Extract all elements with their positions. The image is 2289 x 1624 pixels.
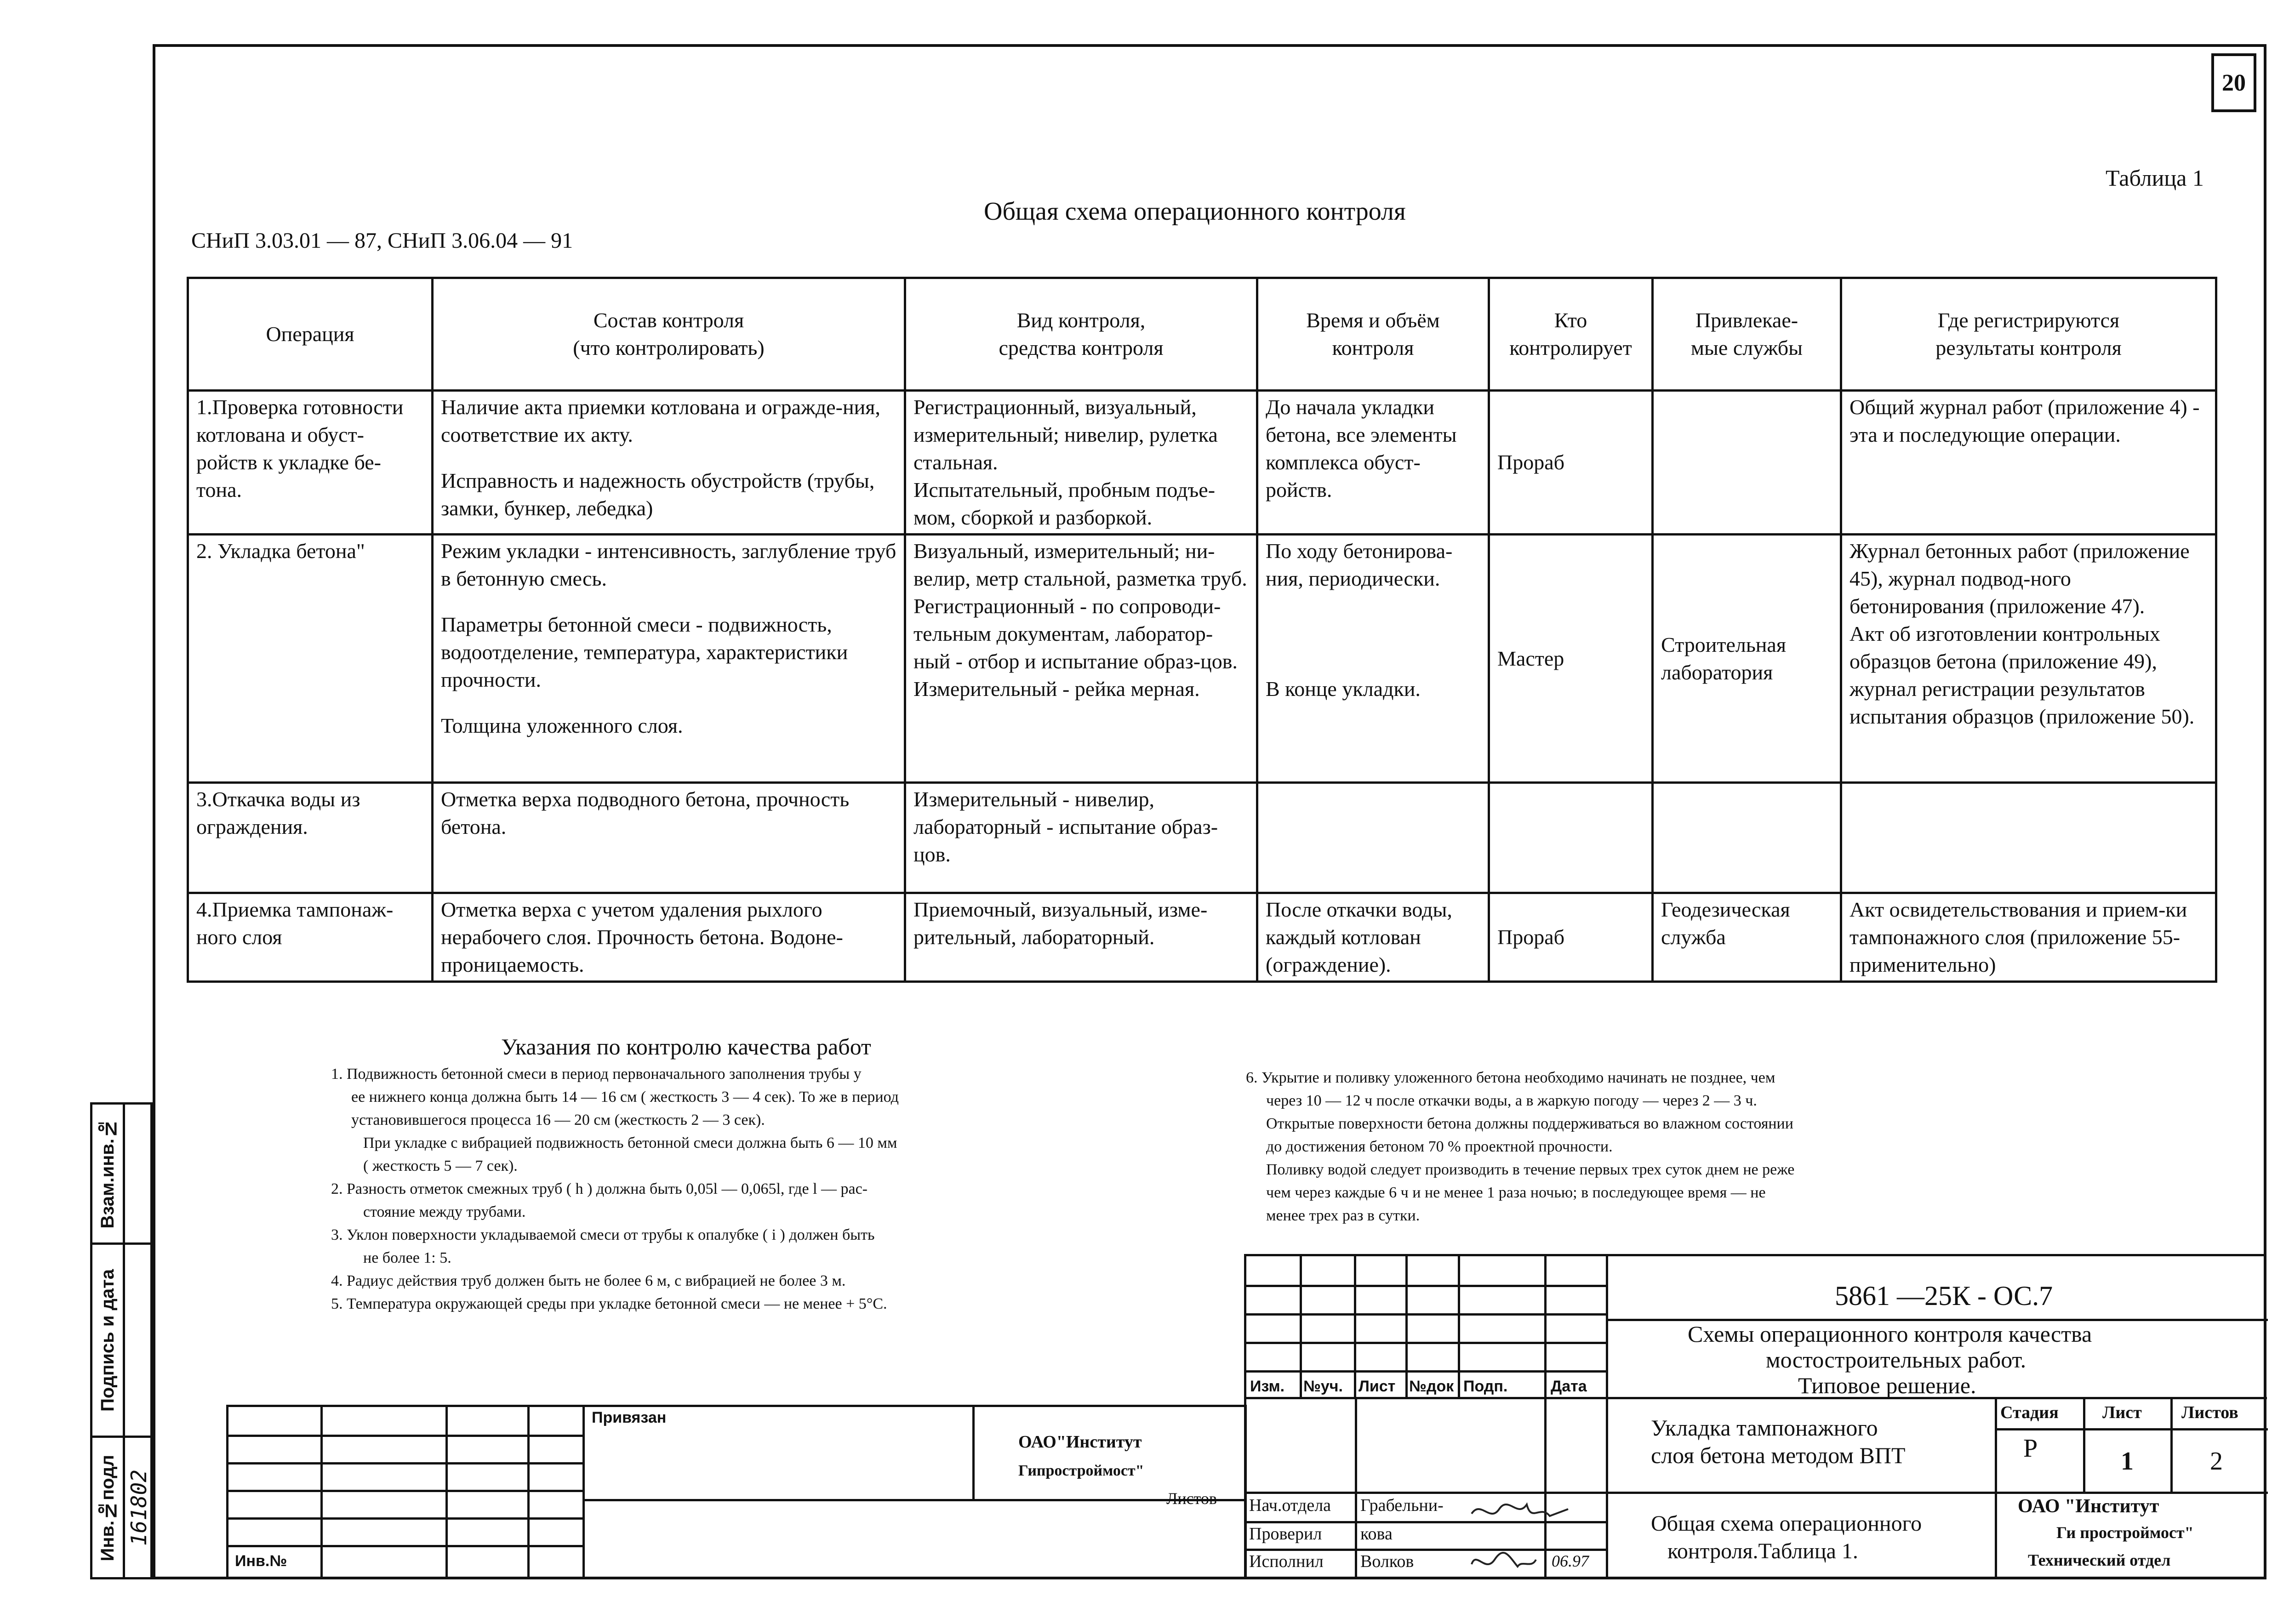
cell-operation: 1.Проверка готовности котлована и обуст-ройств к укладке бе-тона. (188, 391, 433, 535)
sheet-number: 20 (2211, 53, 2256, 112)
note-line: 1. Подвижность бетонной смеси в период первоначального заполнения трубы у (331, 1066, 862, 1083)
note-line: 5. Температура окружающей среды при укладке бетонной смеси — не менее + 5°С. (331, 1295, 887, 1312)
cell-content: Наличие акта приемки котлована и огражде-ния, соответствие их акту. Исправность и надежность обустройств (трубы, замки, бункер, лебедка) (433, 391, 905, 535)
header-who: Кто контролирует (1489, 278, 1653, 391)
note-line: не более 1: 5. (363, 1249, 451, 1266)
cell-where: Акт освидетельствования и прием-ки тампонажного слоя (приложение 55- применительно) (1841, 893, 2216, 982)
cell-where (1841, 783, 2216, 893)
cell-content: Режим укладки - интенсивность, заглубление труб в бетонную смесь. Параметры бетонной смеси - подвижность, водоотделение, температура, характеристики прочности. Толщина уложенного слоя. (433, 535, 905, 783)
cell-operation: 3.Откачка воды из ограждения. (188, 783, 433, 893)
cell-services (1653, 783, 1841, 893)
org-1: ОАО "Институт (2018, 1496, 2159, 1517)
sheet-title-2: слоя бетона методом ВПТ (1651, 1442, 1906, 1468)
inv-value: 161802 (126, 1470, 151, 1546)
page-title: Общая схема операционного контроля (984, 197, 1406, 226)
note-line: При укладке с вибрацией подвижность бетонной смеси должна быть 6 — 10 мм (363, 1134, 897, 1151)
note-line: ( жесткость 5 — 7 сек). (363, 1157, 518, 1174)
rev-header-ndok: №док (1409, 1378, 1454, 1395)
date-3: 06.97 (1552, 1552, 1589, 1570)
notes-left (331, 1063, 1085, 1316)
note-line: 2. Разность отметок смежных труб ( h ) должна быть 0,05l — 0,065l, где l — рас- (331, 1180, 868, 1197)
note-line: стояние между трубами. (363, 1203, 526, 1220)
note-line: 4. Радиус действия труб должен быть не более 6 м, с вибрацией не более 3 м. (331, 1272, 846, 1289)
note-line: 3. Уклон поверхности укладываемой смеси от трубы к опалубке ( i ) должен быть (331, 1226, 875, 1243)
doc-name-2: контроля.Таблица 1. (1667, 1539, 1858, 1563)
note-line: до достижения бетоном 70 % проектной прочности. (1266, 1138, 1613, 1155)
header-services: Привлекае- мые службы (1653, 278, 1841, 391)
header-kind: Вид контроля, средства контроля (905, 278, 1257, 391)
snip-references: СНиП 3.03.01 — 87, СНиП 3.06.04 — 91 (191, 228, 573, 253)
doc-code: 5861 —25К - ОС.7 (1835, 1281, 2053, 1311)
doc-name-1: Общая схема операционного (1651, 1511, 1922, 1536)
cell-operation: 4.Приемка тампонаж-ного слоя (188, 893, 433, 982)
sheets-value: 2 (2210, 1447, 2223, 1476)
header-content: Состав контроля (что контролировать) (433, 278, 905, 391)
rev-header-date: Дата (1551, 1378, 1587, 1395)
vzam-label: Взам.инв.№ (97, 1118, 118, 1229)
cell-content: Отметка верха с учетом удаления рыхлого нерабочего слоя. Прочность бетона. Водоне-проницаемость. (433, 893, 905, 982)
cell-kind: Приемочный, визуальный, изме-рительный, лабораторный. (905, 893, 1257, 982)
cell-who: Прораб (1489, 391, 1653, 535)
name-2: кова (1360, 1524, 1393, 1544)
cell-kind: Измерительный - нивелир, лабораторный - испытание образ-цов. (905, 783, 1257, 893)
notes-right (1246, 1066, 1981, 1227)
header-operation: Операция (188, 278, 433, 391)
table-row (188, 783, 2216, 893)
privyazan-label: Привязан (592, 1409, 667, 1426)
cell-where: Журнал бетонных работ (приложение 45), журнал подвод-ного бетонирования (приложение 47). Акт об изготовлении контрольных образцов бетона (приложение 49), журнал регистрации результатов испытания образцов (приложение 50). (1841, 535, 2216, 783)
listov-label-left: Листов (1166, 1489, 1217, 1508)
cell-time: После откачки воды, каждый котлован (ограждение). (1257, 893, 1489, 982)
note-line: установившегося процесса 16 — 20 см (жесткость 2 — 3 сек). (351, 1111, 765, 1128)
doc-desc-2: мостостроительных работ. (1766, 1347, 2026, 1373)
rev-header-izm: Изм. (1250, 1378, 1285, 1395)
note-line: Открытые поверхности бетона должны поддерживаться во влажном состоянии (1266, 1115, 1793, 1132)
inv-value-cell (125, 1438, 153, 1578)
table-row (188, 535, 2216, 783)
podpis-label-cell (92, 1245, 123, 1436)
header-where: Где регистрируются результаты контроля (1841, 278, 2216, 391)
sheet-value: 1 (2121, 1447, 2134, 1476)
table-label: Таблица 1 (2106, 165, 2204, 191)
note-line: чем через каждые 6 ч и не менее 1 раза ночью; в последующее время — не (1266, 1184, 1766, 1201)
name-3: Волков (1360, 1552, 1414, 1571)
cell-services: Строительная лаборатория (1653, 535, 1841, 783)
sheets-label: Листов (2181, 1403, 2238, 1422)
podpis-label: Подпись и дата (97, 1269, 118, 1412)
cell-who: Мастер (1489, 535, 1653, 783)
cell-time: По ходу бетонирова-ния, периодически. В конце укладки. (1257, 535, 1489, 783)
vzam-label-cell (92, 1105, 123, 1242)
cell-content: Отметка верха подводного бетона, прочность бетона. (433, 783, 905, 893)
control-table (187, 277, 2217, 983)
cell-kind: Визуальный, измерительный; ни-велир, метр стальной, разметка труб. Регистрационный - по сопроводи-тельным документам, лаборатор-ный - отбор и испытание образ-цов. Измерительный - рейка мерная. (905, 535, 1257, 783)
stage-label: Стадия (2000, 1403, 2059, 1422)
org-line-2: Гипростроймост" (1018, 1462, 1144, 1479)
inv-podl-label-cell (92, 1438, 123, 1578)
note-line: через 10 — 12 ч после откачки воды, а в жаркую погоду — через 2 — 3 ч. (1266, 1092, 1757, 1109)
title-block (1244, 1254, 2266, 1579)
stage-value: Р (2023, 1434, 2038, 1463)
note-line: ее нижнего конца должна быть 14 — 16 см ( жесткость 3 — 4 сек). То же в период (351, 1088, 899, 1105)
table-row (188, 893, 2216, 982)
note-line: Поливку водой следует производить в течение первых трех суток днем не реже (1266, 1161, 1795, 1178)
rev-header-nuch: №уч. (1303, 1378, 1343, 1395)
header-time: Время и объём контроля (1257, 278, 1489, 391)
cell-time: До начала укладки бетона, все элементы комплекса обуст-ройств. (1257, 391, 1489, 535)
doc-desc-3: Типовое решение. (1798, 1373, 1976, 1398)
org-3: Технический отдел (2028, 1551, 2171, 1569)
role-1: Нач.отдела (1249, 1496, 1331, 1515)
inv-podl-label: Инв.№подл (97, 1454, 118, 1561)
inv-no-label: Инв.№ (235, 1552, 287, 1570)
cell-where: Общий журнал работ (приложение 4) - эта и последующие операции. (1841, 391, 2216, 535)
cell-who: Прораб (1489, 893, 1653, 982)
notes-title: Указания по контролю качества работ (501, 1034, 871, 1060)
cell-who (1489, 783, 1653, 893)
cell-services (1653, 391, 1841, 535)
rev-header-podp: Подп. (1463, 1378, 1508, 1395)
cell-time (1257, 783, 1489, 893)
role-2: Проверил (1249, 1524, 1322, 1544)
doc-desc-1: Схемы операционного контроля качества (1688, 1321, 2092, 1347)
name-1: Грабельни- (1360, 1496, 1444, 1515)
sheet-title-1: Укладка тампонажного (1651, 1415, 1878, 1441)
cell-operation: 2. Укладка бетона" (188, 535, 433, 783)
rev-header-list: Лист (1359, 1378, 1396, 1395)
sheet-label: Лист (2102, 1403, 2142, 1422)
org-line-1: ОАО"Институт (1018, 1432, 1142, 1452)
note-line: 6. Укрытие и поливку уложенного бетона необходимо начинать не позднее, чем (1246, 1069, 1775, 1086)
side-stamp (90, 1102, 153, 1579)
note-line: менее трех раз в сутки. (1266, 1207, 1420, 1224)
handwritten-signatures (1462, 1495, 1600, 1578)
table-header-row (188, 278, 2216, 391)
org-2: Ги простроймост" (2056, 1523, 2194, 1542)
table-row (188, 391, 2216, 535)
role-3: Исполнил (1249, 1552, 1324, 1571)
bottom-left-stamp (226, 1405, 1247, 1579)
cell-services: Геодезическая служба (1653, 893, 1841, 982)
cell-kind: Регистрационный, визуальный, измерительный; нивелир, рулетка стальная. Испытательный, пробным подъе-мом, сборкой и разборкой. (905, 391, 1257, 535)
